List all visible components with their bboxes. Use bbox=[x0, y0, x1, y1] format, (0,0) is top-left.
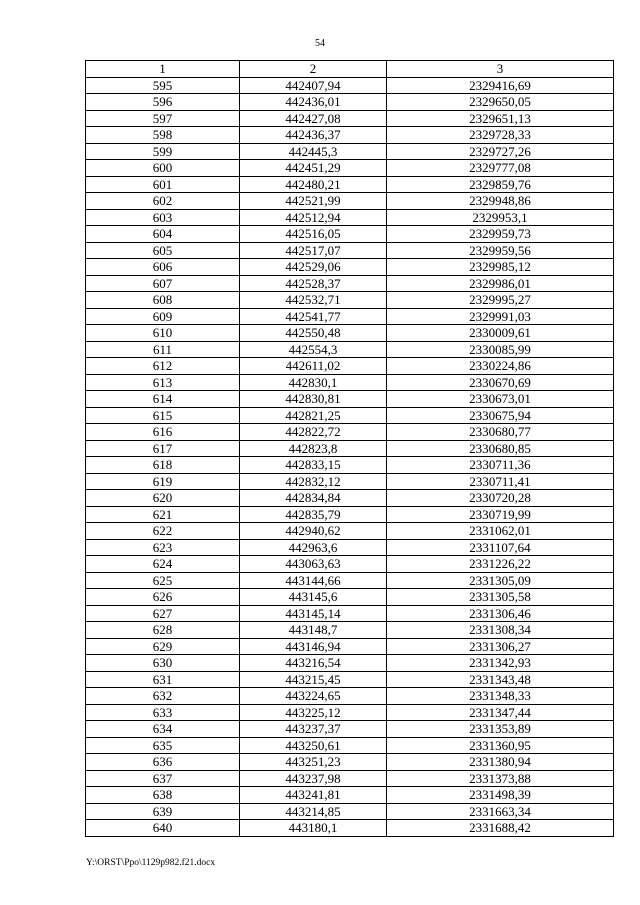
y-coordinate-cell: 2331107,64 bbox=[387, 539, 614, 556]
point-number-cell: 607 bbox=[86, 275, 240, 292]
y-coordinate-cell: 2331226,22 bbox=[387, 556, 614, 573]
point-number-cell: 612 bbox=[86, 358, 240, 375]
y-coordinate-cell: 2331360,95 bbox=[387, 737, 614, 754]
x-coordinate-cell: 442830,1 bbox=[240, 374, 387, 391]
column-header-2: 2 bbox=[240, 61, 387, 78]
x-coordinate-cell: 443237,37 bbox=[240, 721, 387, 738]
table-row bbox=[86, 292, 614, 309]
point-number-cell: 611 bbox=[86, 341, 240, 358]
y-coordinate-cell: 2330224,86 bbox=[387, 358, 614, 375]
x-coordinate-cell: 442833,15 bbox=[240, 457, 387, 474]
y-coordinate-cell: 2331308,34 bbox=[387, 622, 614, 639]
point-number-cell: 614 bbox=[86, 391, 240, 408]
x-coordinate-cell: 443145,6 bbox=[240, 589, 387, 606]
x-coordinate-cell: 442436,37 bbox=[240, 127, 387, 144]
point-number-cell: 603 bbox=[86, 209, 240, 226]
y-coordinate-cell: 2331688,42 bbox=[387, 820, 614, 837]
x-coordinate-cell: 442521,99 bbox=[240, 193, 387, 210]
x-coordinate-cell: 443063,63 bbox=[240, 556, 387, 573]
y-coordinate-cell: 2331305,09 bbox=[387, 572, 614, 589]
point-number-cell: 602 bbox=[86, 193, 240, 210]
point-number-cell: 605 bbox=[86, 242, 240, 259]
y-coordinate-cell: 2330670,69 bbox=[387, 374, 614, 391]
table-row bbox=[86, 589, 614, 606]
table-row bbox=[86, 193, 614, 210]
x-coordinate-cell: 442528,37 bbox=[240, 275, 387, 292]
point-number-cell: 625 bbox=[86, 572, 240, 589]
table-row bbox=[86, 110, 614, 127]
table-row bbox=[86, 160, 614, 177]
x-coordinate-cell: 443148,7 bbox=[240, 622, 387, 639]
x-coordinate-cell: 443241,81 bbox=[240, 787, 387, 804]
y-coordinate-cell: 2329728,33 bbox=[387, 127, 614, 144]
y-coordinate-cell: 2330719,99 bbox=[387, 506, 614, 523]
y-coordinate-cell: 2331348,33 bbox=[387, 688, 614, 705]
x-coordinate-cell: 442436,01 bbox=[240, 94, 387, 111]
x-coordinate-cell: 442516,05 bbox=[240, 226, 387, 243]
table-row bbox=[86, 737, 614, 754]
x-coordinate-cell: 442532,71 bbox=[240, 292, 387, 309]
table-row bbox=[86, 143, 614, 160]
point-number-cell: 631 bbox=[86, 671, 240, 688]
point-number-cell: 619 bbox=[86, 473, 240, 490]
x-coordinate-cell: 442445,3 bbox=[240, 143, 387, 160]
x-coordinate-cell: 442480,21 bbox=[240, 176, 387, 193]
point-number-cell: 628 bbox=[86, 622, 240, 639]
table-row bbox=[86, 523, 614, 540]
table-row bbox=[86, 341, 614, 358]
y-coordinate-cell: 2329650,05 bbox=[387, 94, 614, 111]
column-header-3: 3 bbox=[387, 61, 614, 78]
y-coordinate-cell: 2329948,86 bbox=[387, 193, 614, 210]
y-coordinate-cell: 2329959,56 bbox=[387, 242, 614, 259]
table-row bbox=[86, 242, 614, 259]
point-number-cell: 604 bbox=[86, 226, 240, 243]
y-coordinate-cell: 2330680,77 bbox=[387, 424, 614, 441]
point-number-cell: 609 bbox=[86, 308, 240, 325]
y-coordinate-cell: 2330711,41 bbox=[387, 473, 614, 490]
x-coordinate-cell: 442407,94 bbox=[240, 77, 387, 94]
point-number-cell: 610 bbox=[86, 325, 240, 342]
y-coordinate-cell: 2329727,26 bbox=[387, 143, 614, 160]
x-coordinate-cell: 443180,1 bbox=[240, 820, 387, 837]
table-row bbox=[86, 539, 614, 556]
y-coordinate-cell: 2329777,08 bbox=[387, 160, 614, 177]
y-coordinate-cell: 2331347,44 bbox=[387, 704, 614, 721]
table-row bbox=[86, 638, 614, 655]
x-coordinate-cell: 442832,12 bbox=[240, 473, 387, 490]
y-coordinate-cell: 2331663,34 bbox=[387, 803, 614, 820]
point-number-cell: 623 bbox=[86, 539, 240, 556]
y-coordinate-cell: 2329991,03 bbox=[387, 308, 614, 325]
y-coordinate-cell: 2330711,36 bbox=[387, 457, 614, 474]
table-row bbox=[86, 754, 614, 771]
point-number-cell: 640 bbox=[86, 820, 240, 837]
point-number-cell: 617 bbox=[86, 440, 240, 457]
y-coordinate-cell: 2331380,94 bbox=[387, 754, 614, 771]
point-number-cell: 615 bbox=[86, 407, 240, 424]
table-row bbox=[86, 457, 614, 474]
x-coordinate-cell: 443144,66 bbox=[240, 572, 387, 589]
y-coordinate-cell: 2331353,89 bbox=[387, 721, 614, 738]
x-coordinate-cell: 442451,29 bbox=[240, 160, 387, 177]
x-coordinate-cell: 443146,94 bbox=[240, 638, 387, 655]
table-row bbox=[86, 655, 614, 672]
x-coordinate-cell: 442541,77 bbox=[240, 308, 387, 325]
point-number-cell: 633 bbox=[86, 704, 240, 721]
table-row bbox=[86, 721, 614, 738]
table-row bbox=[86, 770, 614, 787]
table-row bbox=[86, 77, 614, 94]
table-row bbox=[86, 671, 614, 688]
table-row bbox=[86, 275, 614, 292]
x-coordinate-cell: 442427,08 bbox=[240, 110, 387, 127]
table-row bbox=[86, 473, 614, 490]
point-number-cell: 622 bbox=[86, 523, 240, 540]
table-row bbox=[86, 94, 614, 111]
table-row bbox=[86, 803, 614, 820]
y-coordinate-cell: 2331306,46 bbox=[387, 605, 614, 622]
y-coordinate-cell: 2331306,27 bbox=[387, 638, 614, 655]
y-coordinate-cell: 2330680,85 bbox=[387, 440, 614, 457]
table-row bbox=[86, 572, 614, 589]
point-number-cell: 616 bbox=[86, 424, 240, 441]
table-row bbox=[86, 176, 614, 193]
y-coordinate-cell: 2331498,39 bbox=[387, 787, 614, 804]
y-coordinate-cell: 2331343,48 bbox=[387, 671, 614, 688]
y-coordinate-cell: 2331062,01 bbox=[387, 523, 614, 540]
point-number-cell: 618 bbox=[86, 457, 240, 474]
footer-file-path: Y:\ORST\Ppo\1129p982.f21.docx bbox=[86, 858, 216, 868]
point-number-cell: 632 bbox=[86, 688, 240, 705]
point-number-cell: 601 bbox=[86, 176, 240, 193]
table-row bbox=[86, 226, 614, 243]
table-row bbox=[86, 424, 614, 441]
table-row bbox=[86, 325, 614, 342]
table-header bbox=[86, 61, 614, 78]
x-coordinate-cell: 443216,54 bbox=[240, 655, 387, 672]
point-number-cell: 600 bbox=[86, 160, 240, 177]
x-coordinate-cell: 442529,06 bbox=[240, 259, 387, 276]
table-row bbox=[86, 209, 614, 226]
y-coordinate-cell: 2330673,01 bbox=[387, 391, 614, 408]
point-number-cell: 620 bbox=[86, 490, 240, 507]
x-coordinate-cell: 443237,98 bbox=[240, 770, 387, 787]
table-row bbox=[86, 374, 614, 391]
point-number-cell: 606 bbox=[86, 259, 240, 276]
table-row bbox=[86, 391, 614, 408]
x-coordinate-cell: 443251,23 bbox=[240, 754, 387, 771]
table-row bbox=[86, 506, 614, 523]
x-coordinate-cell: 442554,3 bbox=[240, 341, 387, 358]
table-row bbox=[86, 820, 614, 837]
table-row bbox=[86, 440, 614, 457]
y-coordinate-cell: 2329959,73 bbox=[387, 226, 614, 243]
x-coordinate-cell: 442835,79 bbox=[240, 506, 387, 523]
point-number-cell: 599 bbox=[86, 143, 240, 160]
point-number-cell: 597 bbox=[86, 110, 240, 127]
table-row bbox=[86, 308, 614, 325]
x-coordinate-cell: 443225,12 bbox=[240, 704, 387, 721]
x-coordinate-cell: 442830,81 bbox=[240, 391, 387, 408]
point-number-cell: 627 bbox=[86, 605, 240, 622]
table-row bbox=[86, 407, 614, 424]
y-coordinate-cell: 2330720,28 bbox=[387, 490, 614, 507]
x-coordinate-cell: 443214,85 bbox=[240, 803, 387, 820]
table-row bbox=[86, 556, 614, 573]
point-number-cell: 608 bbox=[86, 292, 240, 309]
point-number-cell: 621 bbox=[86, 506, 240, 523]
y-coordinate-cell: 2329859,76 bbox=[387, 176, 614, 193]
x-coordinate-cell: 442822,72 bbox=[240, 424, 387, 441]
y-coordinate-cell: 2331305,58 bbox=[387, 589, 614, 606]
y-coordinate-cell: 2329995,27 bbox=[387, 292, 614, 309]
point-number-cell: 634 bbox=[86, 721, 240, 738]
x-coordinate-cell: 442834,84 bbox=[240, 490, 387, 507]
y-coordinate-cell: 2330675,94 bbox=[387, 407, 614, 424]
point-number-cell: 636 bbox=[86, 754, 240, 771]
y-coordinate-cell: 2329651,13 bbox=[387, 110, 614, 127]
x-coordinate-cell: 443250,61 bbox=[240, 737, 387, 754]
x-coordinate-cell: 442940,62 bbox=[240, 523, 387, 540]
page-number: 54 bbox=[315, 38, 325, 49]
table-row bbox=[86, 127, 614, 144]
x-coordinate-cell: 442963,6 bbox=[240, 539, 387, 556]
point-number-cell: 595 bbox=[86, 77, 240, 94]
table-row bbox=[86, 704, 614, 721]
x-coordinate-cell: 442512,94 bbox=[240, 209, 387, 226]
point-number-cell: 637 bbox=[86, 770, 240, 787]
table-row bbox=[86, 605, 614, 622]
table-row bbox=[86, 358, 614, 375]
x-coordinate-cell: 442823,8 bbox=[240, 440, 387, 457]
point-number-cell: 638 bbox=[86, 787, 240, 804]
x-coordinate-cell: 443145,14 bbox=[240, 605, 387, 622]
coordinates-table bbox=[85, 60, 614, 837]
point-number-cell: 613 bbox=[86, 374, 240, 391]
column-header-1: 1 bbox=[86, 61, 240, 78]
x-coordinate-cell: 443215,45 bbox=[240, 671, 387, 688]
y-coordinate-cell: 2331373,88 bbox=[387, 770, 614, 787]
point-number-cell: 629 bbox=[86, 638, 240, 655]
x-coordinate-cell: 442611,02 bbox=[240, 358, 387, 375]
y-coordinate-cell: 2330085,99 bbox=[387, 341, 614, 358]
y-coordinate-cell: 2329416,69 bbox=[387, 77, 614, 94]
table-row bbox=[86, 688, 614, 705]
y-coordinate-cell: 2331342,93 bbox=[387, 655, 614, 672]
point-number-cell: 630 bbox=[86, 655, 240, 672]
table-body bbox=[86, 77, 614, 836]
x-coordinate-cell: 442517,07 bbox=[240, 242, 387, 259]
point-number-cell: 626 bbox=[86, 589, 240, 606]
point-number-cell: 598 bbox=[86, 127, 240, 144]
point-number-cell: 624 bbox=[86, 556, 240, 573]
table-row bbox=[86, 259, 614, 276]
y-coordinate-cell: 2329985,12 bbox=[387, 259, 614, 276]
point-number-cell: 639 bbox=[86, 803, 240, 820]
table-header-row bbox=[86, 61, 614, 78]
x-coordinate-cell: 442550,48 bbox=[240, 325, 387, 342]
y-coordinate-cell: 2330009,61 bbox=[387, 325, 614, 342]
x-coordinate-cell: 443224,65 bbox=[240, 688, 387, 705]
y-coordinate-cell: 2329986,01 bbox=[387, 275, 614, 292]
point-number-cell: 635 bbox=[86, 737, 240, 754]
x-coordinate-cell: 442821,25 bbox=[240, 407, 387, 424]
table-row bbox=[86, 490, 614, 507]
table-row bbox=[86, 622, 614, 639]
y-coordinate-cell: 2329953,1 bbox=[387, 209, 614, 226]
table-row bbox=[86, 787, 614, 804]
point-number-cell: 596 bbox=[86, 94, 240, 111]
